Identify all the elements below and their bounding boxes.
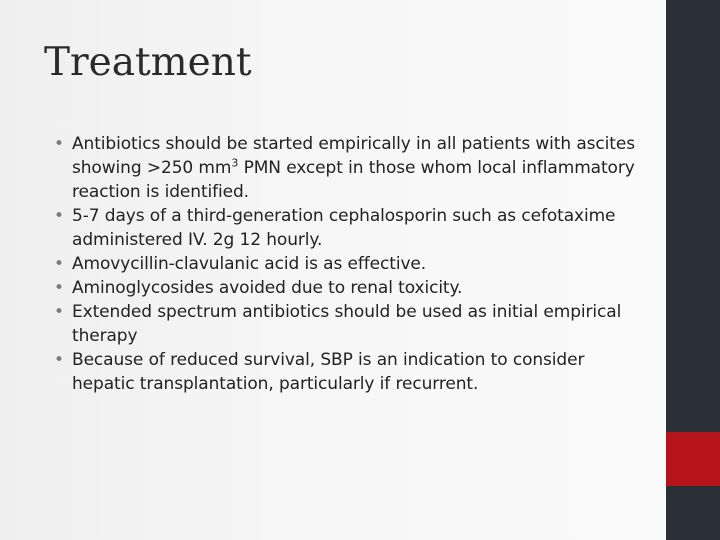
bullet-item: [50, 204, 640, 252]
bullet-text: Aminoglycosides avoided due to renal toxicity.: [72, 278, 463, 298]
bullet-item: [50, 252, 640, 276]
bullet-text: Antibiotics should be started empirically in all patients with ascites showing >250 mm: [72, 134, 635, 178]
bullet-item: [50, 348, 640, 396]
slide-title: Treatment: [44, 40, 252, 85]
bullet-text: Extended spectrum antibiotics should be used as initial empirical therapy: [72, 302, 622, 346]
bullet-item: [50, 276, 640, 300]
bullet-list: [50, 132, 640, 396]
bullet-dot: •: [54, 278, 64, 298]
bullet-dot: •: [54, 302, 64, 322]
bullet-dot: •: [54, 350, 64, 370]
bullet-text: Amovycillin-clavulanic acid is as effective.: [72, 254, 427, 274]
bullet-dot: •: [54, 134, 64, 154]
bullet-dot: •: [54, 206, 64, 226]
accent-square: [666, 432, 720, 486]
bullet-item: [50, 300, 640, 348]
bullet-text-continued: PMN except in those whom local inflammatory reaction is identified.: [72, 158, 635, 202]
bullet-text: Because of reduced survival, SBP is an indication to consider hepatic transplantation, particularly if recurrent.: [72, 350, 585, 394]
bullet-text: 5-7 days of a third-generation cephalosporin such as cefotaxime administered IV. 2g 12 hourly.: [72, 206, 616, 250]
bullet-dot: •: [54, 254, 64, 274]
bullet-item: [50, 132, 640, 204]
superscript: 3: [231, 156, 239, 170]
